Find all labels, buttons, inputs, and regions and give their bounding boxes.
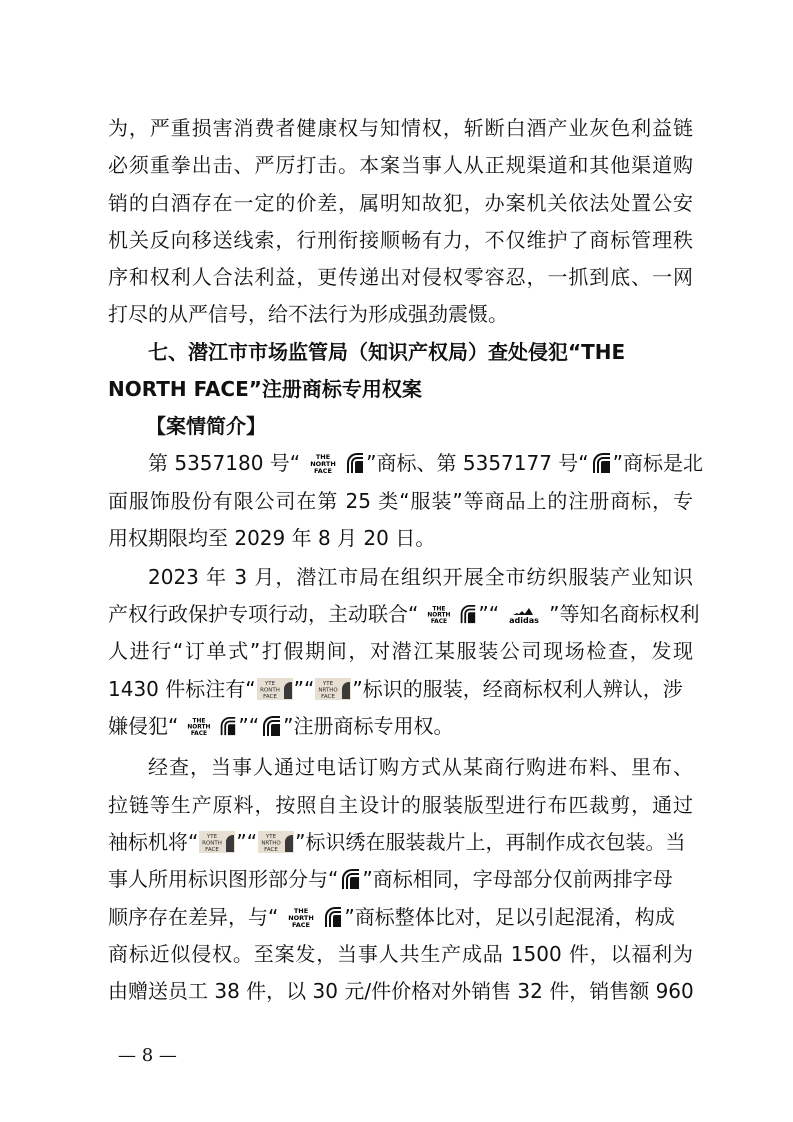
summary-label: 【案情简介】 — [146, 414, 266, 438]
logo-text: YTE — [266, 833, 277, 840]
p3-line6: 商标近似侵权。至案发，当事人共生产成品 1500 件，以福利为 — [108, 942, 693, 966]
page-number: — 8 — — [118, 1045, 177, 1066]
p2-line2 — [108, 600, 700, 628]
p3-line2: 拉链等生产原料，按照自主设计的服装版型进行布匹裁剪，通过 — [108, 793, 693, 817]
logo-text: THE — [315, 452, 331, 461]
p3-line3 — [108, 828, 693, 856]
p3-line4 — [108, 865, 693, 893]
half-dome-logo — [260, 715, 282, 737]
body-line: 序和权利人合法利益，更传递出对侵权零容忍，一抓到底、一网 — [108, 265, 693, 289]
logo-text: FACE — [262, 693, 277, 700]
logo-text: FACE — [314, 466, 333, 474]
p1-line3: 用权期限均至 2029 年 8 月 20 日。 — [108, 526, 436, 550]
section-heading: 七、潜江市市场监管局（知识产权局）查处侵犯“THE — [148, 340, 626, 364]
text: 1430 件标注有“ — [108, 677, 256, 701]
text: ”“ — [293, 677, 315, 701]
section-heading-cont: NORTH FACE”注册商标专用权案 — [108, 377, 422, 401]
logo-text: THE — [192, 717, 206, 724]
text: ”“ — [236, 830, 258, 854]
text: ”商标是北 — [612, 451, 704, 475]
p3-line5 — [108, 903, 693, 931]
p2-line4 — [108, 675, 693, 703]
body-line: 必须重拳出击、严厉打击。本案当事人从正规渠道和其他渠道购 — [108, 153, 693, 177]
logo-text: NRTHO — [318, 687, 339, 693]
half-dome-logo — [339, 868, 361, 890]
body-line: 为，严重损害消费者健康权与知情权，斩断白酒产业灰色利益链 — [108, 116, 693, 140]
logo-text: NORTH — [187, 724, 211, 731]
the-north-face-logo — [301, 452, 365, 474]
logo-text: FACE — [292, 920, 311, 928]
body-line: 销的白酒存在一定的价差，属明知故犯，办案机关依法处置公安 — [108, 191, 693, 215]
logo-text: NORTH — [310, 459, 336, 468]
the-north-face-logo — [279, 906, 343, 928]
the-north-face-logo — [419, 603, 477, 625]
text: ”标识绣在服装裁片上，再制作成衣包装。当 — [295, 830, 686, 854]
text: ”“ — [238, 714, 260, 738]
text: ”等知名商标权利 — [549, 602, 700, 626]
counterfeit-label-2 — [258, 831, 294, 853]
logo-text: THE — [432, 605, 446, 612]
text: 产权行政保护专项行动，主动联合“ — [108, 602, 419, 626]
logo-text: adidas — [509, 615, 539, 625]
counterfeit-label-1 — [257, 678, 293, 700]
logo-text: FACE — [321, 693, 336, 700]
half-dome-logo — [590, 452, 612, 474]
text: ”商标、第 5357177 号“ — [366, 451, 589, 475]
text: ”“ — [478, 602, 500, 626]
logo-text: NRTHO — [261, 840, 281, 846]
p3-line1: 经查，当事人通过电话订购方式从某商行购进布料、里布、 — [148, 755, 693, 779]
logo-text: NORTH — [288, 913, 315, 922]
logo-text: FACE — [205, 846, 220, 853]
adidas-logo — [500, 603, 548, 625]
body-line: 机关反向移送线索，行刑衔接顺畅有力，不仅维护了商标管理秩 — [108, 228, 693, 252]
text: 事人所用标识图形部分与“ — [108, 867, 339, 891]
logo-text: NORTH — [427, 612, 451, 619]
logo-text: FACE — [431, 618, 448, 625]
body-line: 打尽的从严信号，给不法行为形成强劲震慑。 — [108, 302, 508, 326]
text: 袖标机将“ — [108, 830, 199, 854]
logo-text: YTE — [323, 680, 334, 687]
text: 嫌侵犯“ — [108, 714, 179, 738]
p2-line5 — [108, 712, 693, 740]
counterfeit-label-2 — [315, 678, 351, 700]
the-north-face-logo — [179, 715, 237, 737]
logo-text: FACE — [191, 730, 208, 737]
p3-line7: 由赠送员工 38 件，以 30 元/件价格对外销售 32 件，销售额 960 — [108, 979, 694, 1003]
text: 顺序存在差异，与“ — [108, 905, 279, 929]
logo-text: RONTH — [202, 840, 223, 846]
text: 第 5357180 号“ — [148, 451, 301, 475]
text: ”商标相同，字母部分仅前两排字母 — [362, 867, 673, 891]
p2-line3: 人进行“订单式”打假期间，对潜江某服装公司现场检查，发现 — [108, 639, 693, 663]
text: ”注册商标专用权。 — [283, 714, 454, 738]
text: ”标识的服装，经商标权利人辨认，涉 — [352, 677, 683, 701]
p1-line1 — [148, 449, 704, 477]
logo-text: FACE — [264, 846, 278, 853]
counterfeit-label-1 — [199, 831, 235, 853]
logo-text: YTE — [264, 680, 275, 687]
logo-text: THE — [294, 906, 309, 915]
text: ”商标整体比对，足以引起混淆，构成 — [344, 905, 675, 929]
logo-text: YTE — [207, 833, 218, 840]
logo-text: RONTH — [259, 687, 280, 693]
p2-line1: 2023 年 3 月，潜江市局在组织开展全市纺织服装产业知识 — [148, 565, 693, 589]
p1-line2: 面服饰股份有限公司在第 25 类“服装”等商品上的注册商标，专 — [108, 489, 693, 513]
